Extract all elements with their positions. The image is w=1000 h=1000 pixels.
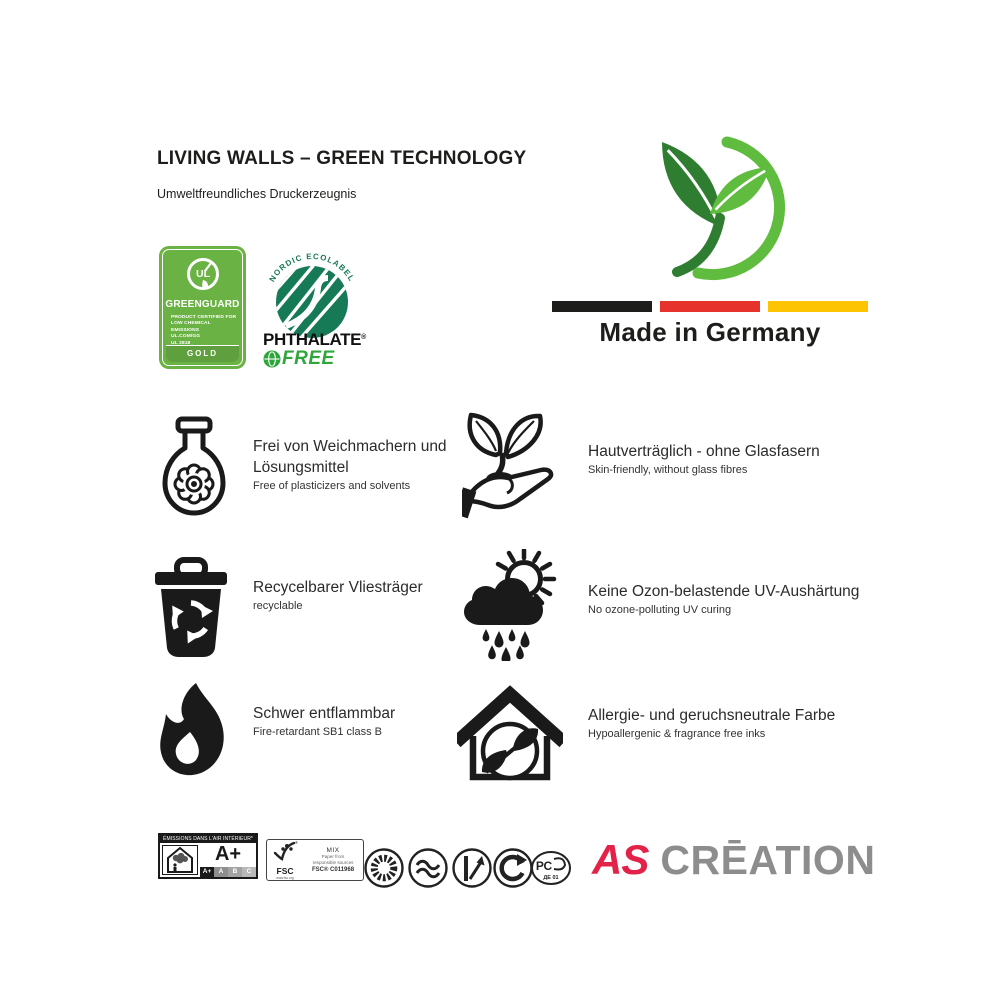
flag-stripe-black	[552, 301, 652, 312]
green-leaves-logo	[622, 120, 790, 296]
recycle-bin-icon	[152, 556, 230, 658]
flag-stripe-gold	[768, 301, 868, 312]
feature-text	[253, 704, 483, 738]
feature-text	[588, 706, 908, 740]
emission-scale: A+ A B C	[200, 867, 256, 877]
emission-grade: A+	[214, 843, 242, 865]
feature-subtitle: Free of plasticizers and solvents	[253, 479, 411, 492]
svg-text:NORDIC ECOLABEL: NORDIC ECOLABEL	[267, 251, 357, 284]
phthalate-free-badge	[263, 331, 373, 368]
feature-text	[253, 578, 483, 612]
svg-text:ДЕ 01: ДЕ 01	[543, 875, 559, 881]
flag-stripe-red	[660, 301, 760, 312]
rostest-icon	[530, 849, 572, 887]
page-title: LIVING WALLS – GREEN TECHNOLOGY	[157, 148, 527, 169]
phthalate-word: PHTHALATE®	[263, 330, 366, 349]
as-creation-logo	[592, 836, 875, 884]
feature-text	[253, 437, 468, 492]
greenguard-badge	[159, 246, 246, 369]
german-flag-stripes	[552, 301, 868, 312]
globe-icon	[263, 350, 281, 368]
feature-title: Recycelbarer Vliesträger	[253, 579, 423, 596]
feature-subtitle: Skin-friendly, without glass fibres	[588, 463, 748, 476]
hand-plant-icon	[462, 409, 560, 525]
hanging-direction-icon	[452, 848, 492, 888]
house-leaf-icon	[457, 684, 563, 784]
lightfastness-good-icon	[364, 848, 404, 888]
made-in-germany-label: Made in Germany	[599, 317, 821, 347]
brand-creation: CRĒATION	[660, 837, 876, 883]
uv-weather-icon	[464, 549, 566, 661]
fsc-mix: MIX	[326, 847, 340, 855]
feature-text	[588, 582, 908, 616]
fsc-web: www.fsc.org	[276, 875, 294, 880]
greenguard-frame	[162, 249, 243, 366]
emission-label-header: ÉMISSIONS DANS L'AIR INTÉRIEUR*	[160, 835, 256, 843]
feature-subtitle: Hypoallergenic & fragrance free inks	[588, 727, 766, 740]
svg-text:РС: РС	[535, 859, 553, 873]
svg-text:®: ®	[295, 840, 298, 846]
nordic-ecolabel-icon	[258, 240, 366, 340]
feature-subtitle: Fire-retardant SB1 class B	[253, 725, 382, 738]
ul-logo-icon	[182, 254, 224, 298]
brand-as: AS	[592, 836, 649, 883]
greenguard-gold-band: GOLD	[166, 345, 239, 362]
feature-title: Schwer entflammbar	[253, 705, 396, 722]
emission-house-icon	[162, 845, 198, 875]
fsc-code: FSC® C011968	[311, 866, 355, 873]
phthalate-free-word: FREE	[282, 348, 335, 369]
flask-icon	[159, 414, 229, 522]
fsc-acronym: FSC	[276, 866, 294, 877]
feature-title: Allergie- und geruchsneutrale Farbe	[588, 707, 836, 724]
feature-text	[588, 442, 898, 476]
flame-icon	[155, 681, 231, 784]
svg-text:UL: UL	[195, 268, 210, 280]
feature-subtitle: No ozone-polluting UV curing	[588, 603, 732, 616]
greenguard-cert-text: PRODUCT CERTIFIED FOR LOW CHEMICAL EMISSIONS UL.COM/GG UL 2818	[171, 315, 237, 346]
fsc-label: ® FSC www.fsc.org MIX Paper from responsible sources FSC® C011968	[266, 839, 364, 881]
page-subtitle: Umweltfreundliches Druckerzeugnis	[157, 187, 357, 201]
feature-title: Keine Ozon-belastende UV-Aushärtung	[588, 583, 860, 600]
washable-icon	[408, 848, 448, 888]
fsc-tree-icon	[272, 840, 298, 862]
feature-subtitle: recyclable	[253, 599, 303, 612]
feature-title: Hautverträglich - ohne Glasfasern	[588, 443, 820, 460]
feature-title: Frei von Weichmachern und Lösungsmittel	[253, 438, 447, 476]
greenguard-name: GREENGUARD	[165, 299, 240, 310]
air-emission-label	[158, 833, 258, 879]
green-dot-icon	[493, 848, 533, 888]
